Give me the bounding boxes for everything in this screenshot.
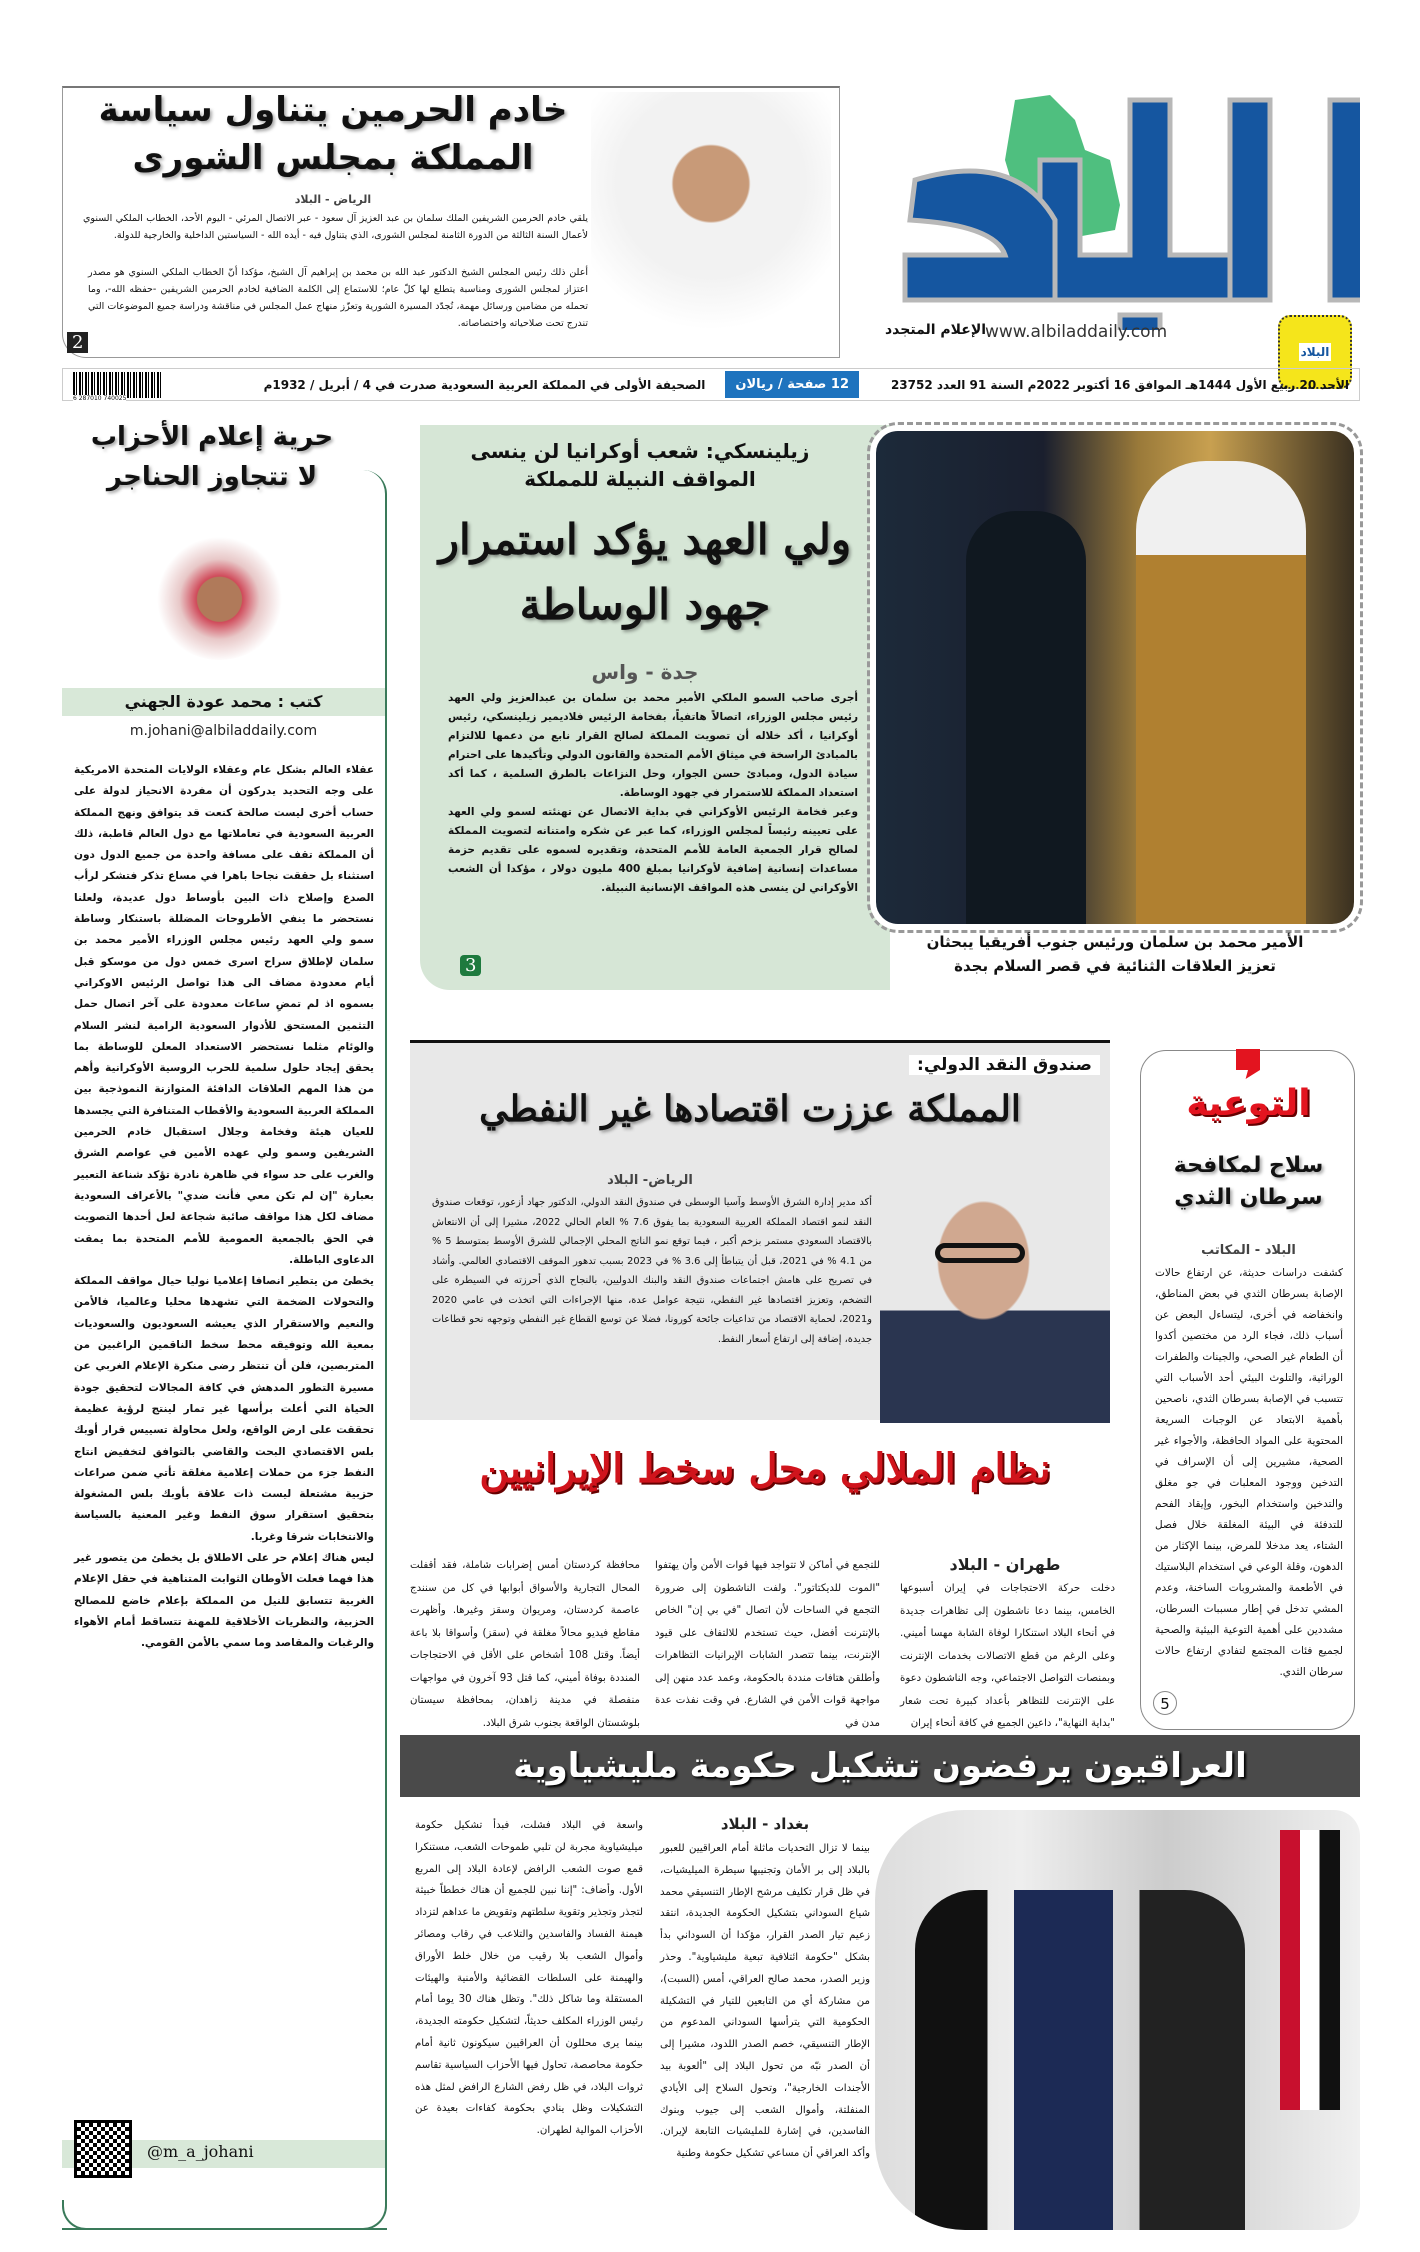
- kicker-line-1: زيلينسكي: شعب أوكرانيا لن ينسى: [470, 439, 810, 463]
- red-quote-mark: [1236, 1049, 1260, 1079]
- page-ref-2[interactable]: 2: [67, 332, 88, 353]
- kicker-line-2: المواقف النبيلة للمملكة: [524, 467, 756, 491]
- imf-body: أكد مدير إدارة الشرق الأوسط وآسيا الوسطى في صندوق النقد الدولي، الدكتور جهاد أزعور، توقعات صندوق النقد لنمو اقتصاد المملكة العربية السعودية بما يفوق 7.6 % العام الحالي 2022، مشيرا إلى أن الانتعاش بالاقتصاد السعودي مستمر بزخم أكبر ، فيما توقع نمو الناتج المحلي الإجمالي للشرق الأوسط بمتوسط 5 % من 4.1 % في 2021، قبل أن يتباطأ إلى 3.6 % في 2023 بسبب تدهور الموقف الاقتصادي العالمي. وأشاد في تصريح على هامش اجتماعات صندوق النقد والبنك الدوليين، بالنجاح الذي أحرزته في السيطرة على التضخم، وتعزيز اقتصادها غير النفطي، نتيجة عوامل عدة، منها الإجراءات التي اتخذت في عامي 2020 و2021، لحماية الاقتصاد من تداعيات جائحة كورونا، فضلا عن توسع القطاع غير النفطي وتوجهه نحو قطاعات جديدة، إضافة إلى ارتفاع أسعار النفط.: [432, 1197, 872, 1345]
- page-ref-3[interactable]: 3: [460, 955, 481, 976]
- main-para-2: وعبر فخامة الرئيس الأوكراني في بداية الاتصال عن تهنئته لسمو ولي العهد على تعيينه رئيساً لمجلس الوزراء، كما عبر عن شكره وامتنانه لتصويت المملكة لصالح قرار الجمعية العامة للأمم المتحدة، وتقديره لسموه على تقديم حزمة مساعدات إنسانية إضافية لأوكرانيا بمبلغ 400 مليون دولار ، مؤكدا أن الشعب الأوكراني لن ينسى هذه المواقف الإنسانية النبيلة.: [448, 806, 858, 894]
- king-para-1: يلقي خادم الحرمين الشريفين الملك سلمان بن عبد العزيز آل سعود - عبر الاتصال المرئي - اليوم الأحد، الخطاب الملكي السنوي لأعمال السنة الثالثة من الدورة الثامنة لمجلس الشورى، الذي يتناول فيه - أيده الله - السياستين الداخلية والخارجية للدولة.: [83, 213, 588, 241]
- king-photo: [591, 92, 831, 354]
- cancer-body: كشفت دراسات حديثة، عن ارتفاع حالات الإصابة بسرطان الثدي في بعض المناطق، وانخفاضه في أخرى، ليتساءل البعض عن أسباب ذلك، فجاء الرد من مختصين أكدوا أن الطعام غير الصحي، والجينات والطفرات الوراثية، والتلوث البيئي أحد الأسباب التي تتسبب في الإصابة بسرطان الثدي، ناصحين بأهمية الابتعاد عن الوجبات السريعة المحتوية على المواد الحافظة، والأجواء غير الصحية، مشيرين إلى أن الإسراف في التدخين ووجود المعلبات في جو مغلق والتدخين واستخدام البخور، وإيقاد الفحم للتدفئة في البيئة المغلقة خلال فصل الشتاء، يعد مدخلا للمرض، بينما الإكثار من الدهون، وقلة الوعي في استخدام البلاستيك في الأطعمة والمشروبات الساخنة، وعدم المشي تدخل في إطار مسببات السرطان، مشددين على أهمية التوعية البيئية والصحية لجميع فئات المجتمع لتفادي ارتفاع حالات سرطان الثدي.: [1155, 1267, 1343, 1678]
- masthead-logo: [900, 90, 1360, 330]
- opinion-frame-bottom: [62, 2200, 387, 2230]
- king-para-2: أعلن ذلك رئيس المجلس الشيخ الدكتور عبد الله بن محمد بن إبراهيم آل الشيخ، مؤكدا أنّ الخطاب الملكي السنوي هو مصدر اعتزاز لمجلس الشورى ومناسبة يتطلع لها كلّ عام؛ للاستماع إلى الكلمة الضافية لخادم الحرمين الشريفين -حفظه الله-، وما تحمله من مضامين ورسائل مهمة، تُجدّد المسيرة الشورية وتعزّز منهاج عمل المجلس في مناقشة ودراسة جميع الموضوعات التي تندرج تحت صلاحياته واختصاصاته.: [88, 267, 588, 329]
- qr-code-icon[interactable]: [74, 2120, 132, 2178]
- opinion-body: [74, 760, 374, 1654]
- main-dateline: جدة - واس: [591, 660, 699, 684]
- cancer-dateline: البلاد - المكاتب: [1201, 1243, 1296, 1258]
- albilad-logo-icon: [900, 90, 1360, 330]
- iraq-col-1: بينما لا تزال التحديات ماثلة أمام العراقيين للعبور بالبلاد إلى بر الأمان وتجنيبها سيطرة الميليشيات، في ظل قرار تكليف مرشح الإطار التنسيقي محمد شياع السوداني بتشكيل الحكومة الجديدة، انتقد زعيم تيار الصدر القرار، مؤكدا أن السوداني بدأ بشكل "حكومة ائتلافية تبعية مليشياوية". وحذر وزير الصدر، محمد صالح العراقي، أمس (السبت)، من مشاركة أي من التابعين للتيار في التشكيلة الحكومية التي يترأسها السوداني المدعوم من الإطار التنسيقي، خصم الصدر اللدود، مشيرا إلى أن الصدر نبّه من تحول البلاد إلى "ألعوبة بيد الأجندات الخارجية"، وتحول السلاح إلى الأيادي المنفلتة، وأموال الشعب إلى جيوب وبنوك الفاسدين، في إشارة للمليشيات التابعة لإيران. وأكد العراقي أن مساعي تشكيل حكومة وطنية: [660, 1843, 870, 2160]
- barcode-number: 6 287010 740025: [73, 394, 127, 402]
- website-url[interactable]: www.albiladdaily.com: [985, 322, 1168, 342]
- iraq-headline-bar: [400, 1735, 1360, 1797]
- imf-dateline: الرياض- البلاد: [607, 1173, 693, 1188]
- cancer-headline-1: سلاح لمكافحة: [1173, 1153, 1324, 1178]
- caption-line-2: تعزيز العلاقات الثنائية في قصر السلام بجدة: [954, 957, 1276, 975]
- price-badge: 12 صفحة / ريالان: [725, 371, 859, 398]
- iran-dateline: طهران - البلاد: [949, 1555, 1061, 1574]
- slogan: الإعلام المتجدد: [885, 322, 987, 338]
- page-ref-5[interactable]: 5: [1153, 1691, 1177, 1715]
- main-story: [420, 425, 1360, 990]
- cancer-headline-red: التوعية: [1186, 1083, 1311, 1124]
- opinion-para-1: عقلاء العالم بشكل عام وعقلاء الولايات المتحدة الامريكية على وجه التحديد يدركون أن مفردة الانحياز لدولة على حساب أخرى ليست صالحة كنعت قد يتوافق ونهج المملكة العربية السعودية في تعاملاتها مع دول العالم قاطبة، ذلك أن المملكة تقف على مسافة واحدة من جميع الدول دون استثناء بل حققت نجاحا باهرا في مساع تذكر فتشكر لرأب الصدع وإصلاح ذات البين بأوساط دول عديدة، ولعلنا نستحضر ما ينفي الأطروحات المضللة باستنكار وساطة سمو ولي العهد رئيس مجلس الوزراء الأمير محمد بن سلمان لإطلاق سراح اسرى خمس دول من موسكو قبل أيام معدودة مضاف الى هذا تواصل الرئيس الاوكراني بسموه اذ لم تمضِ ساعات معدودة على آخر اتصال حمل التثمين المستحق للأدوار السعودية الرامية لنشر السلام والوئام مثلما نستحضر الاستعداد المعلن للوساطة بما يحقق إيجاد حلول سلمية للحرب الروسية الأوكرانية وأهم من هذا المهم العلاقات الدافئة المتوازنة النموذجية بين المملكة العربية السعودية والأقطاب المتنافرة التي يجسدها للعيان هيئة وفخامة وجلال استقبال خادم الحرمين الشريفين وسمو ولي عهده الأمين في عواصم الشرق والغرب على حد سواء في ظاهرة نادرة تؤكد شناعة التعبير بعبارة "إن لم تكن معي فأنت ضدي" بالأعراف السعودية مضاف لكل هذا مواقف صائبة شجاعة لعل أحدها التصويت في الحق بالجمعية العمومية للأمم المتحدة بما يمقت الدعاوى الباطلة.: [74, 764, 374, 1266]
- glasses-icon: [935, 1243, 1025, 1263]
- figure-group: [915, 1890, 1245, 2230]
- opinion-headline-1: حرية إعلام الأحزاب: [90, 422, 334, 452]
- byline-bar: [62, 688, 385, 716]
- main-headline-1: ولي العهد يؤكد استمرار: [438, 515, 852, 564]
- twitter-handle[interactable]: @m_a_johani: [147, 2142, 254, 2161]
- figure-left: [966, 511, 1086, 930]
- opinion-para-2: يخطئ من يتطير انصافا إعلاميا نوليا حيال مواقف المملكة والتحولات الضخمة التي تشهدها محليا وعالميا، فالأمن والنعيم والاستقرار الذي يعيشه السعوديون والسعوديات بمعية الله وتوفيقه محط سخط الناقمين الراغبين من المتربصين، فلن أن تنتظر رضى منكرة الإعلام الغربي عن مسيرة التطور المدهش في كافة المجالات لتحقيق جودة الحياة التي أعلت برأسها غير تمار لينتج لرؤية عظيمة تحققت على ارض الواقع، ولعل محاولة تسييس قرار أوبك بلس الاقتصادي البحت والقاضي بالتوافق لتخفيض انتاج النفط جزء من حملات إعلامية مغلقة تأتي ضمن صراعات حزبية مشتعلة ليست ذات علاقة بأوبك بلس المشغولة بتحقيق استقرار سوق النفط وغير المعنية بالسياسة والانتخابات شرقا وغربا.: [74, 1275, 374, 1543]
- iran-col-3: محافظة كردستان أمس إضرابات شاملة، فقد أقفلت المحال التجارية والأسواق أبوابها في كل من سنندج عاصمة كردستان، ومريوان وسقز وغيرها. وأظهرت مقاطع فيديو محالاً مغلقة في (سقز) وأسواقا بلا باعة أيضاً. وقتل 108 أشخاص على الأقل في الاحتجاجات المنددة بوفاة أميني، كما قتل 93 آخرون في مواجهات منفصلة في مدينة زاهدان، بمحافظة سيستان بلوشستان الواقعة بجنوب شرق البلاد.: [410, 1560, 640, 1729]
- author-email[interactable]: m.johani@albiladdaily.com: [129, 723, 318, 739]
- king-story: [62, 86, 840, 358]
- iran-col-1: دخلت حركة الاحتجاجات في إيران أسبوعها الخامس، بينما دعا ناشطون إلى تظاهرات جديدة في أنحاء البلاد استنكارا لوفاة الشابة مهسا أميني. وعلى الرغم من قطع الاتصالات بخدمات الإنترنت وبمنصات التواصل الاجتماعي، وجه الناشطون دعوة على الإنترنت للتظاهر بأعداد كبيرة تحت شعار "بداية النهاية"، داعين الجميع في كافة أنحاء إيران: [900, 1583, 1115, 1729]
- main-photo: [870, 425, 1360, 930]
- opinion-column: [62, 420, 387, 2230]
- iran-headline: نظام الملالي محل سخط الإيرانيين: [479, 1445, 1051, 1492]
- main-caption: [880, 930, 1350, 978]
- imf-headline: المملكة عززت اقتصادها غير النفطي: [479, 1088, 1021, 1130]
- main-body: [448, 689, 858, 898]
- imf-story: [410, 1040, 1110, 1420]
- king-headline-2: المملكة بمجلس الشورى: [132, 138, 534, 178]
- iraq-dateline: بغداد - البلاد: [720, 1815, 810, 1833]
- snap-label: البلاد: [1300, 345, 1330, 359]
- imf-kicker: صندوق النقد الدولي:: [909, 1055, 1100, 1075]
- barcode: [73, 372, 163, 402]
- iraq-headline: العراقيون يرفضون تشكيل حكومة مليشياوية: [513, 1746, 1247, 1786]
- imf-official-photo: [880, 1173, 1110, 1423]
- cancer-story: [1140, 1050, 1355, 1730]
- author-photo: [152, 525, 287, 660]
- iraq-photo: [875, 1810, 1360, 2230]
- iraq-col-2: واسعة في البلاد فشلت، فبدأ تشكيل حكومة ميليشياوية مجربة لن تلبي طموحات الشعب، مستنكرا قمع صوت الشعب الرافض لإعادة البلاد إلى المربع الأول. وأضاف: "إننا نبين للجميع أن هناك خططاً خبيثة لتجذر وتجذير وتقوية سلطتهم وتقويض ما عداهم لتزداد هيمنة الفساد والفاسدين والتلاعب في رقاب ومصائر وأموال الشعب بلا رقيب من خلال خلط الأوراق والهيمنة على السلطات القضائية والأمنية والهيئات المستقلة وما شاكل ذلك". وتظل هناك 30 يوما أمام رئيس الوزراء المكلف حديثاً، لتشكيل حكومته الجديدة، بينما يرى محللون أن العراقيين سيكونون ثانية أمام حكومة محاصصة، تحاول فيها الأحزاب السياسية تقاسم ثروات البلاد، في ظل رفض الشارع الرافض لمثل هذه التشكيلات وظل ينادي بحكومة كفاءات بعيدة عن الأحزاب الموالية لطهران.: [415, 1820, 644, 2137]
- figure-right: [1136, 461, 1306, 930]
- main-para-1: أجرى صاحب السمو الملكي الأمير محمد بن سلمان بن عبدالعزيز ولي العهد رئيس مجلس الوزراء، اتصالاً هاتفياً، بفخامة الرئيس فلاديمير زيلينسكي، رئيس أوكرانيا ، أكد خلاله أن تصويت المملكة لصالح القرار نابع من دعمها للالتزام بالمبادئ الراسخة في ميثاق الأمم المتحدة والقانون الدولي وتأكيدها على احترام سيادة الدول، ومبادئ حسن الجوار، وحل النزاعات بالطرق السلمية ، كما أكد استعداد المملكة للاستمرار في جهود الوساطة.: [448, 692, 858, 799]
- opinion-para-3: ليس هناك إعلام حر على الاطلاق بل يخطئ من يتصور غير هذا فهما فعلت الأوطان الثوابت المتناهية في حقل الإعلام الغربية تتسابق للنيل من المملكة بإعلام خاضع للمصالح الحزبية، والنظريات الأخلاقية للمهنة تتساقط أمام الأهواء والرغبات والمقاصد وما سمي بالأمن القومي.: [74, 1551, 374, 1650]
- main-headline-2: جهود الوساطة: [519, 580, 771, 629]
- byline: كتب : محمد عودة الجهني: [124, 692, 323, 711]
- cancer-headline-2: سرطان الثدي: [1174, 1185, 1323, 1210]
- king-dateline: الرياض - البلاد: [294, 193, 372, 206]
- info-bar: [62, 368, 1360, 401]
- opinion-headline-2: لا تتجاوز الحناجر: [106, 462, 318, 492]
- date-line: الأحد 20 ربيع الأول 1444هـ الموافق 16 أكتوبر 2022م السنة 91 العدد 23752: [890, 377, 1349, 392]
- iran-col-2: للتجمع في أماكن لا تتواجد فيها قوات الأمن وأن يهتفوا "الموت للديكتاتور". ولفت الناشطون إلى ضرورة التجمع في الساحات لأن اتصال "في بي إن" الخاص بالإنترنت أفضل، حيث تستخدم للالتفاف على قيود الإنترنت، بينما تتصدر الشابات الإيرانيات التظاهرات وأطلقن هتافات منددة بالحكومة، وعمد عدد منهن إلى مواجهة قوات الأمن في الشارع. في وقت نفذت عدة مدن في: [655, 1560, 880, 1729]
- caption-line-1: الأمير محمد بن سلمان ورئيس جنوب أفريقيا يبحثان: [926, 933, 1304, 951]
- founded-line: الصحيفة الأولى في المملكة العربية السعودية صدرت في 4 / أبريل / 1932م: [263, 377, 706, 392]
- iraq-flag-icon: [1280, 1830, 1340, 2110]
- main-kicker: [420, 437, 860, 493]
- king-headline-1: خادم الحرمين يتناول سياسة: [98, 90, 568, 130]
